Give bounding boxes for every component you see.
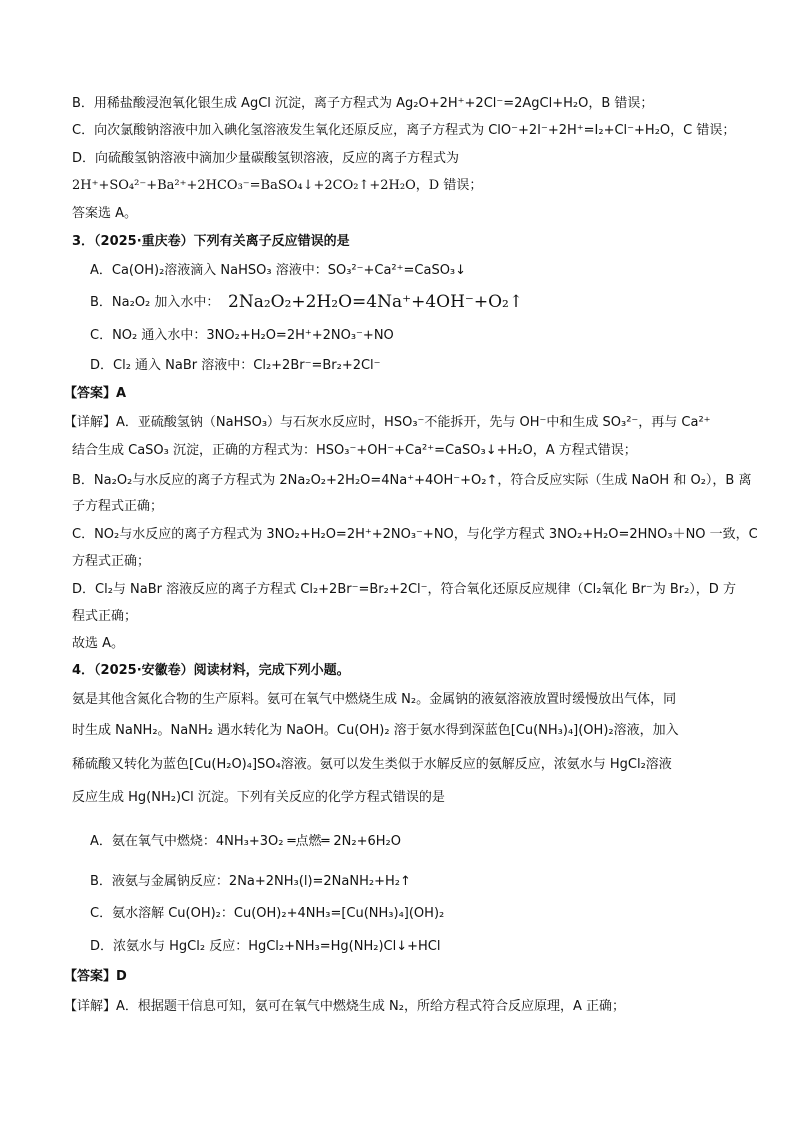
option-c: C．氨水溶解 Cu(OH)₂：Cu(OH)₂+4NH₃=[Cu(NH₃)₄](OH)₂: [90, 906, 445, 921]
material-line: 氨是其他含氮化合物的生产原料。氨可在氧气中燃烧生成 N₂。金属钠的液氨溶液放置时缓慢放出气体，同: [72, 692, 677, 707]
answer-label: 【答案】A: [64, 386, 127, 401]
explanation-line: 结合生成 CaSO₃ 沉淀，正确的方程式为：HSO₃⁻+OH⁻+Ca²⁺=CaSO₃↓+H₂O，A 方程式错误；: [72, 443, 637, 458]
explanation-line: 【详解】A．亚硫酸氢钠（NaHSO₃）与石灰水反应时，HSO₃⁻不能拆开，先与 OH⁻中和生成 SO₃²⁻，再与 Ca²⁺: [64, 415, 711, 430]
material-line: 稀硫酸又转化为蓝色[Cu(H₂O)₄]SO₄溶液。氨可以发生类似于水解反应的氨解反应，浓氨水与 HgCl₂溶液: [72, 757, 672, 772]
answer-line: 答案选 A。: [72, 206, 138, 221]
explanation-line: D．Cl₂与 NaBr 溶液反应的离子方程式 Cl₂+2Br⁻=Br₂+2Cl⁻，符合氧化还原反应规律（Cl₂氧化 Br⁻为 Br₂），D 方: [72, 582, 736, 597]
explanation-line: 子方程式正确；: [72, 499, 164, 514]
option-d: D．浓氨水与 HgCl₂ 反应：HgCl₂+NH₃=Hg(NH₂)Cl↓+HCl: [90, 939, 441, 954]
option-b-equation: 2Na₂O₂+2H₂O=4Na⁺+4OH⁻+O₂↑: [228, 292, 524, 312]
option-a: A．氨在氧气中燃烧：4NH₃+3O₂ ═点燃═ 2N₂+6H₂O: [90, 834, 401, 849]
equation-line: 2H⁺+SO₄²⁻+Ba²⁺+2HCO₃⁻=BaSO₄↓+2CO₂↑+2H₂O，D 错误；: [72, 178, 483, 193]
conclusion-line: 故选 A。: [72, 636, 125, 651]
explanation-line: C．NO₂与水反应的离子方程式为 3NO₂+H₂O=2H⁺+2NO₃⁻+NO，与化学方程式 3NO₂+H₂O=2HNO₃＋NO 一致，C: [72, 527, 758, 542]
explanation-line: 【详解】A．根据题干信息可知，氨可在氧气中燃烧生成 N₂，所给方程式符合反应原理，A 正确；: [64, 999, 625, 1014]
option-b: B．液氨与金属钠反应：2Na+2NH₃(l)=2NaNH₂+H₂↑: [90, 874, 411, 889]
explanation-line: B．Na₂O₂与水反应的离子方程式为 2Na₂O₂+2H₂O=4Na⁺+4OH⁻+O₂↑，符合反应实际（生成 NaOH 和 O₂），B 离: [72, 473, 752, 488]
material-line: 时生成 NaNH₂。NaNH₂ 遇水转化为 NaOH。Cu(OH)₂ 溶于氨水得到深蓝色[Cu(NH₃)₄](OH)₂溶液，加入: [72, 723, 679, 738]
material-line: 反应生成 Hg(NH₂)Cl 沉淀。下列有关反应的化学方程式错误的是: [72, 790, 445, 805]
option-d: D．Cl₂ 通入 NaBr 溶液中：Cl₂+2Br⁻=Br₂+2Cl⁻: [90, 358, 381, 373]
question-heading: 4．（2025·安徽卷）阅读材料，完成下列小题。: [72, 663, 350, 678]
text-line: B．用稀盐酸浸泡氧化银生成 AgCl 沉淀，离子方程式为 Ag₂O+2H⁺+2Cl⁻=2AgCl+H₂O，B 错误；: [72, 96, 654, 111]
text-line: D．向硫酸氢钠溶液中滴加少量碳酸氢钡溶液，反应的离子方程式为: [72, 151, 460, 166]
explanation-line: 方程式正确；: [72, 554, 151, 569]
explanation-line: 程式正确；: [72, 609, 138, 624]
option-b-label: B．Na₂O₂ 加入水中：: [90, 295, 220, 310]
answer-label: 【答案】D: [64, 969, 127, 984]
option-a: A．Ca(OH)₂溶液滴入 NaHSO₃ 溶液中：SO₃²⁻+Ca²⁺=CaSO₃↓: [90, 263, 467, 278]
question-heading: 3．（2025·重庆卷）下列有关离子反应错误的是: [72, 234, 350, 249]
option-c: C．NO₂ 通入水中：3NO₂+H₂O=2H⁺+2NO₃⁻+NO: [90, 328, 394, 343]
text-line: C．向次氯酸钠溶液中加入碘化氢溶液发生氧化还原反应，离子方程式为 ClO⁻+2I⁻+2H⁺=I₂+Cl⁻+H₂O，C 错误；: [72, 123, 736, 138]
